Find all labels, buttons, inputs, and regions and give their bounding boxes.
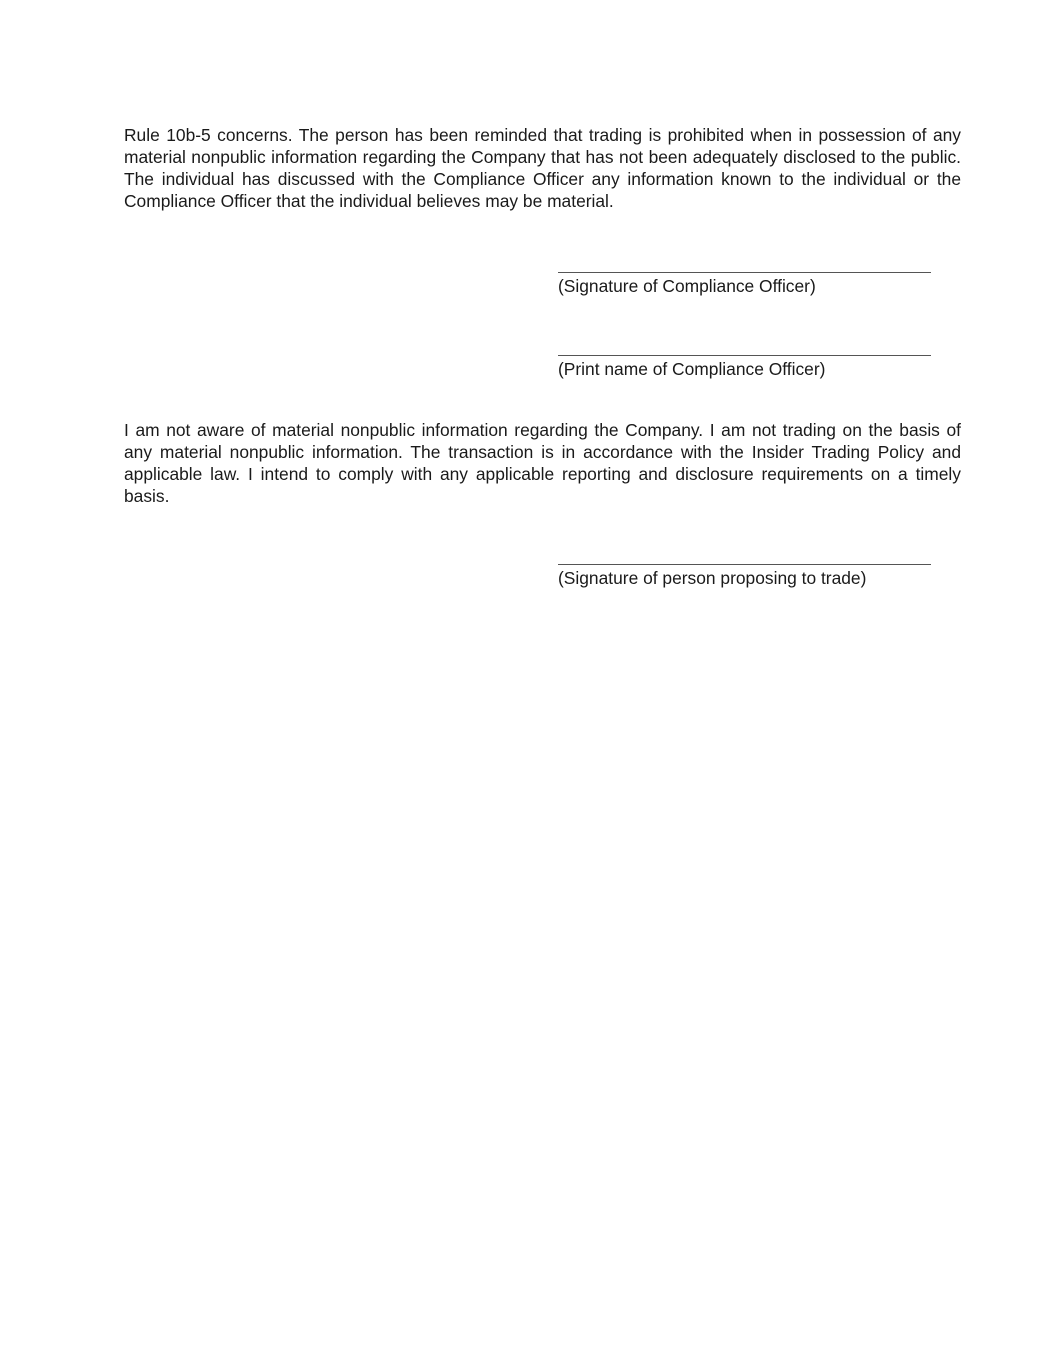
- compliance-officer-signature-line: [558, 272, 931, 273]
- compliance-officer-signature-block: [558, 272, 931, 297]
- compliance-review-paragraph: Rule 10b-5 concerns. The person has been reminded that trading is prohibited when in possession of any material nonpublic information regarding the Company that has not been adequately disclosed to the public. The individual has discussed with the Compliance Officer any information known to the individual or the Compliance Officer that the individual believes may be material.: [124, 125, 961, 211]
- trader-signature-block: [558, 564, 931, 589]
- compliance-officer-name-line: [558, 355, 931, 356]
- trader-certification-paragraph: I am not aware of material nonpublic information regarding the Company. I am not trading on the basis of any material nonpublic information. The transaction is in accordance with the Insider Trading Policy and applicable law. I intend to comply with any applicable reporting and disclosure requirements on a timely basis.: [124, 420, 961, 506]
- compliance-officer-signature-caption: (Signature of Compliance Officer): [558, 276, 816, 296]
- trader-signature-caption: (Signature of person proposing to trade): [558, 568, 867, 588]
- compliance-officer-name-caption: (Print name of Compliance Officer): [558, 359, 826, 379]
- compliance-officer-name-block: [558, 355, 931, 380]
- trader-signature-line: [558, 564, 931, 565]
